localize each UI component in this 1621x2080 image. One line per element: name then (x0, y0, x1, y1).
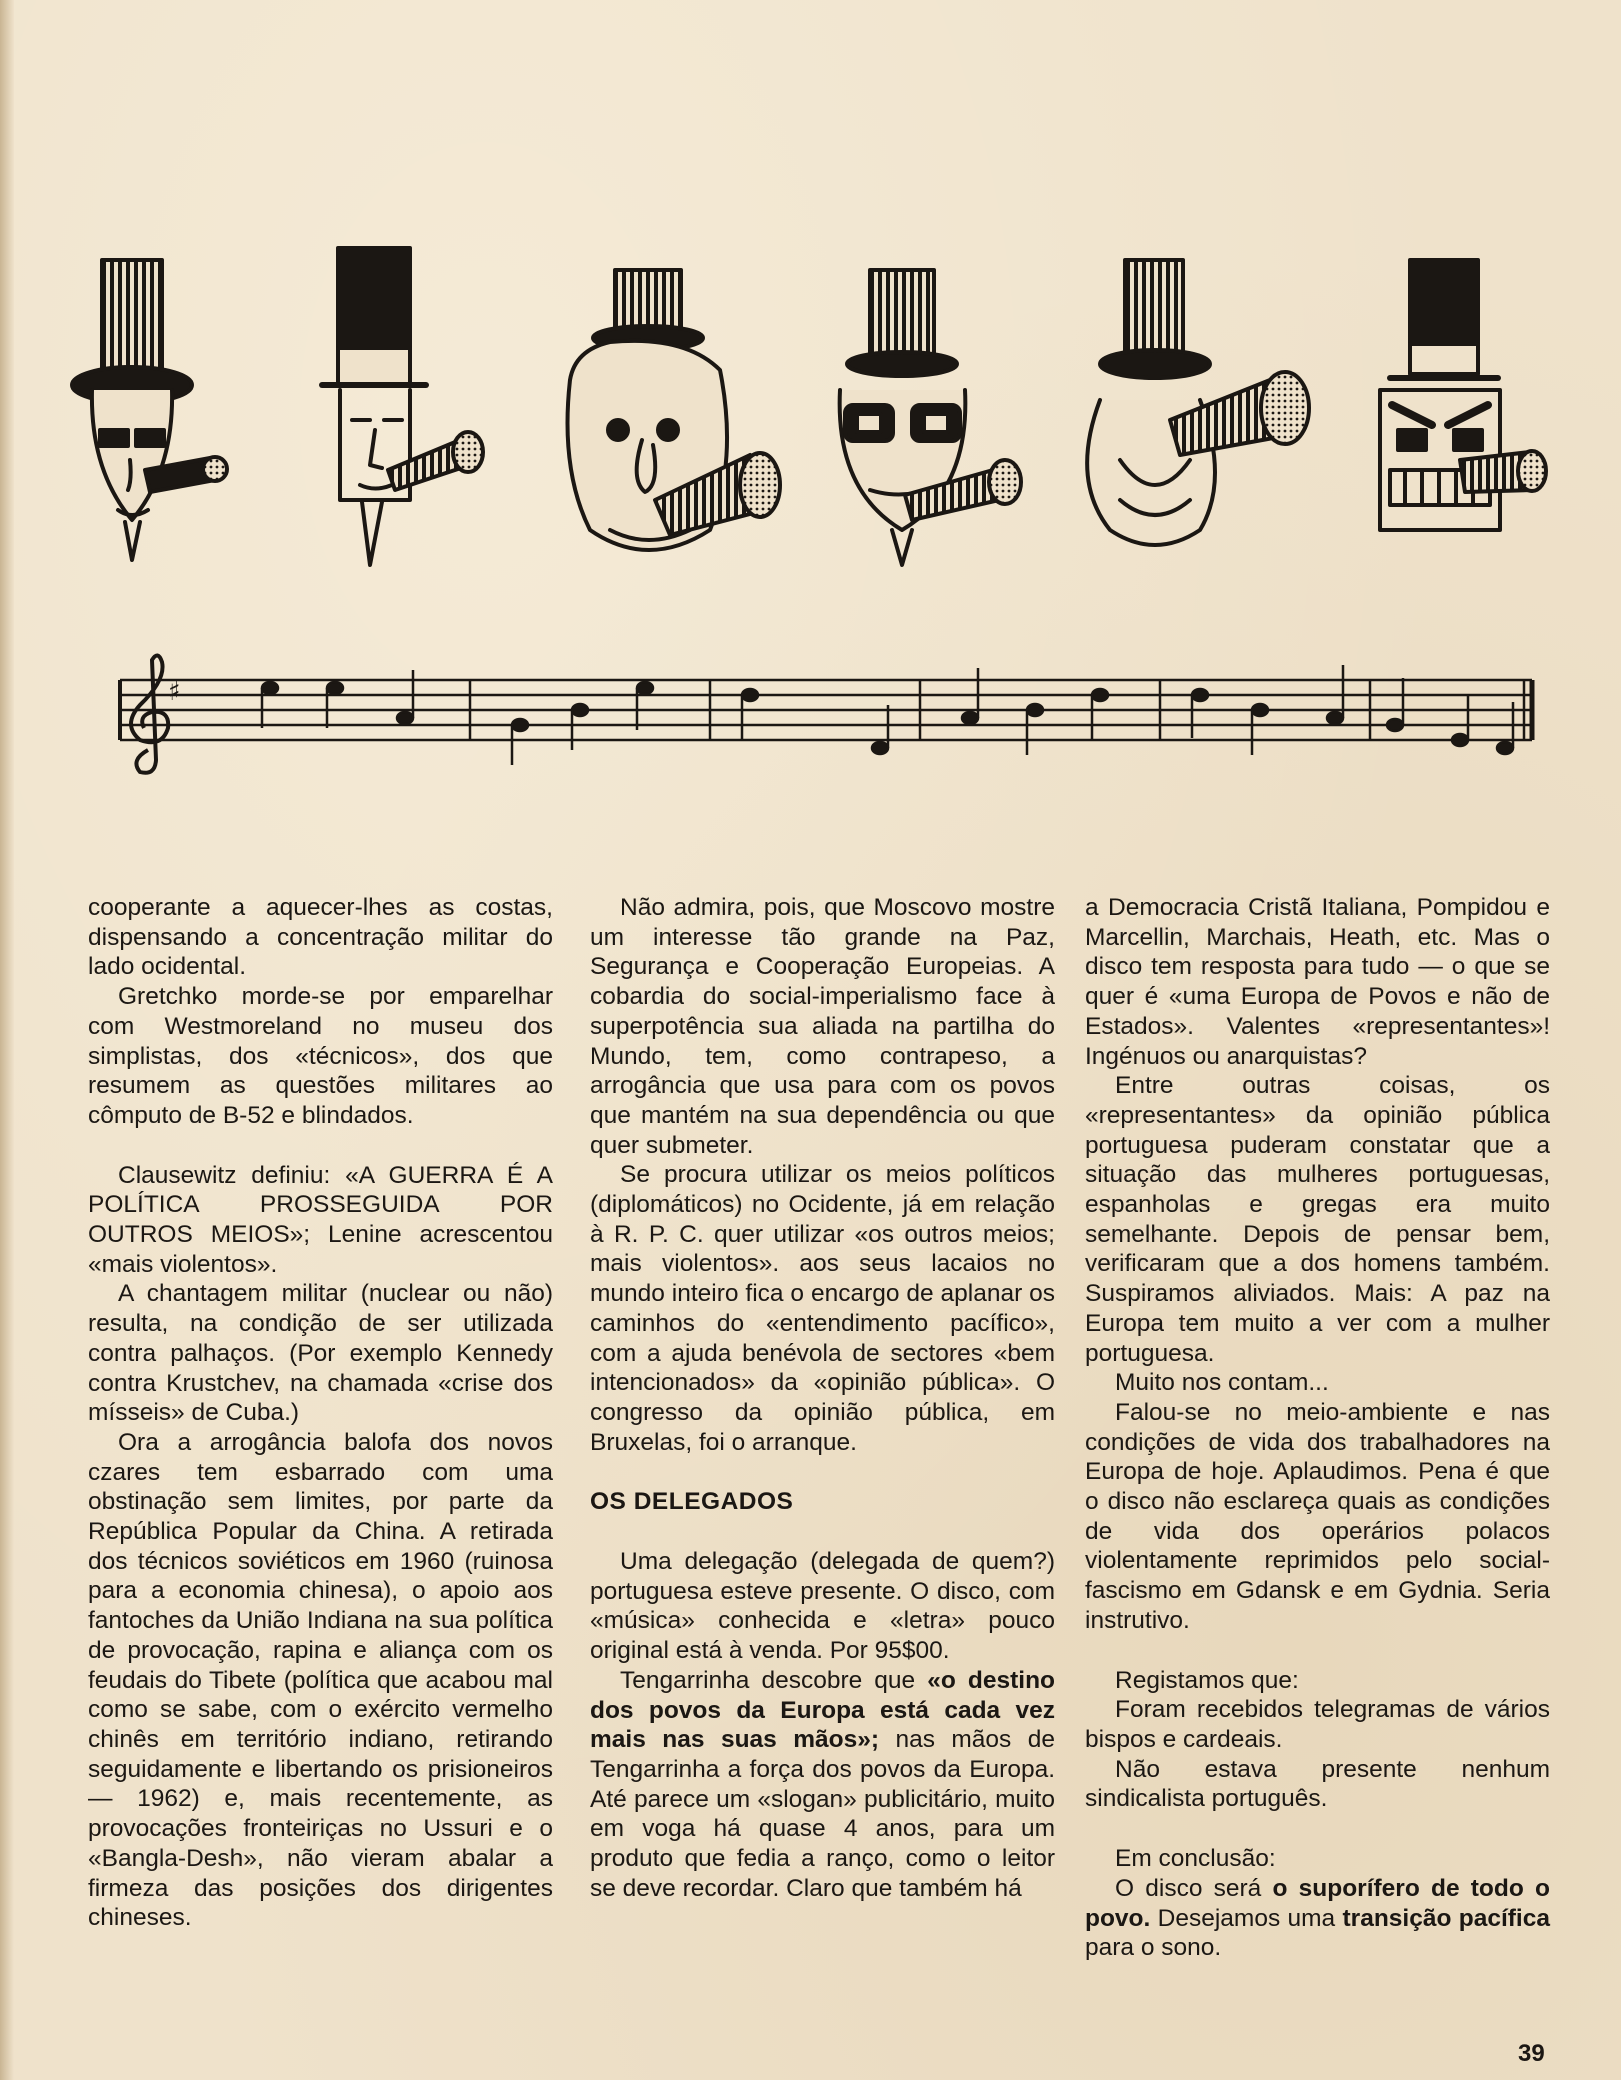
caricature-head-5 (1087, 260, 1309, 545)
section-heading: OS DELEGADOS (590, 1488, 794, 1516)
text-column-3 (1085, 893, 1550, 1963)
bold-quote: «o destino dos povos da Europa está cada vez mais nas suas mãos»; (590, 1666, 1055, 1754)
paragraph: Muito nos contam... (1115, 1369, 1329, 1397)
text-run: nas mãos de Tengarrinha a força dos povos da Europa. Até parece um «slogan» publicitário, muito em voga há quase 4 anos, para um produto que fedia a ranço, como o leitor se deve recordar. Claro que também há (590, 1726, 1055, 1902)
page-edge (0, 0, 14, 2080)
text-column-2 (590, 893, 1055, 1904)
paragraph: Ora a arrogância balofa dos novos czares tem esbarrado com uma obstinação sem limites, por parte da República Popular da China. A retirada dos técnicos soviéticos em 1960 (ruinosa para a economia chinesa), o apoio aos fantoches da União Indiana na sua política de provocação, rapina e aliança com os feudais do Tibete (política que acabou mal como se sabe, com o exército vermelho chinês em território indiano, retirando seguidamente e libertando os prisioneiros — 1962) e, mais recentemente, as provocações fronteiriças no Ussuri e o «Bangla-Desh», não vieram abalar a firmeza das posições dos dirigentes chineses. (88, 1428, 553, 1932)
paragraph (1085, 1874, 1550, 1963)
text-run: Desejamos uma (1150, 1904, 1343, 1932)
bold-phrase: transição pacífica (1342, 1904, 1550, 1932)
text-column-1 (88, 893, 553, 1933)
paragraph: Não admira, pois, que Moscovo mostre um interesse tão grande na Paz, Segurança e Cooperação Europeias. A cobardia do social-imperialismo face à superpotência sua aliada na partilha do Mundo, tem, como contrapeso, a arrogância que usa para com os povos que mantém na sua dependência ou que quer submeter. (590, 894, 1055, 1159)
paragraph: Em conclusão: (1115, 1845, 1276, 1873)
key-signature: ♯ (168, 677, 181, 707)
paragraph: Gretchko morde-se por emparelhar com Westmoreland no museu dos simplistas, dos «técnicos», dos que resumem as questões militares ao cômputo de B-52 e blindados. (88, 983, 553, 1129)
paragraph: Se procura utilizar os meios políticos (diplomáticos) no Ocidente, já em relação à R. P. C. quer utilizar «os outros meios; mais violentos». aos seus lacaios no mundo inteiro fica o encargo de aplanar os caminhos do «entendimento pacífico», com a ajuda benévola de sectores «bem intencionados» da «opinião pública». O congresso da opinião pública, em Bruxelas, foi o arranque. (590, 1161, 1055, 1456)
bold-phrase: o suporífero de todo o povo. (1085, 1874, 1550, 1932)
caricature-head-2 (322, 248, 483, 565)
caricature-illustration (70, 230, 1570, 590)
paragraph: Não estava presente nenhum sindicalista português. (1085, 1755, 1550, 1813)
music-staff (100, 650, 1540, 780)
text-run: O disco será (1115, 1874, 1273, 1902)
paragraph: Clausewitz definiu: «A GUERRA É A POLÍTICA PROSSEGUIDA POR OUTROS MEIOS»; Lenine acrescentou «mais violentos». (88, 1161, 553, 1278)
caricature-head-1 (72, 260, 227, 560)
treble-clef (131, 655, 168, 772)
paragraph: Falou-se no meio-ambiente e nas condições de vida dos trabalhadores na Europa de hoje. Aplaudimos. Pena é que o disco não esclareça quais as condições de vida dos operários polacos violentamente reprimidos pelo social-fascismo em Gdansk e em Gydnia. Seria instrutivo. (1085, 1398, 1550, 1634)
paragraph: Foram recebidos telegramas de vários bispos e cardeais. (1085, 1696, 1550, 1753)
caricature-head-4 (840, 270, 1021, 565)
paragraph: Uma delegação (delegada de quem?) portuguesa esteve presente. O disco, com «música» conhecida e «letra» pouco original está à venda. Por 95$00. (590, 1548, 1055, 1665)
paragraph: Entre outras coisas, os «representantes» da opinião pública portuguesa puderam constatar que a situação das mulheres portuguesas, espanholas e gregas era muito semelhante. Depois de pensar bem, verificaram que a dos homens também. Suspiramos aliviados. Mais: A paz na Europa tem muito a ver com a mulher portuguesa. (1085, 1072, 1550, 1367)
paragraph: a Democracia Cristã Italiana, Pompidou e Marcellin, Marchais, Heath, etc. Mas o disco tem resposta para tudo — o que se quer é «uma Europa de Povos e não de Estados». Valentes «representantes»! Ingénuos ou anarquistas? (1085, 894, 1550, 1070)
text-run: Tengarrinha descobre que (620, 1666, 928, 1694)
paragraph (590, 1666, 1055, 1904)
caricature-head-6 (1380, 260, 1546, 530)
caricature-head-3 (568, 270, 781, 550)
paragraph: cooperante a aquecer-lhes as costas, dispensando a concentração militar do lado ocidental. (88, 894, 553, 981)
paragraph: A chantagem militar (nuclear ou não) resulta, na condição de ser utilizada contra palhaços. (Por exemplo Kennedy contra Krustchev, na chamada «crise dos mísseis» de Cuba.) (88, 1280, 553, 1427)
page-number: 39 (1518, 2040, 1545, 2067)
text-run: para o sono. (1085, 1934, 1222, 1962)
paragraph: Registamos que: (1115, 1666, 1299, 1694)
